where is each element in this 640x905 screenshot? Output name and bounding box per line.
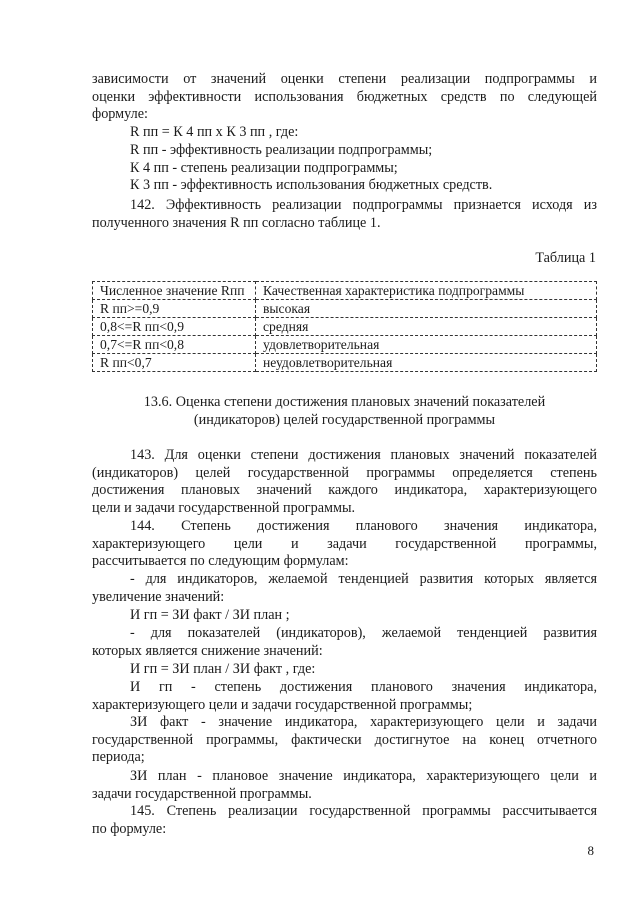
table-row bbox=[93, 318, 597, 336]
intro-line-2: оценки эффективности использования бюджетных средств по следующей bbox=[92, 88, 597, 105]
definitions-list bbox=[130, 142, 635, 195]
p145-line-2: по формуле: bbox=[92, 820, 167, 837]
definition-k3-pp: К 3 пп - эффективность использования бюджетных средств. bbox=[130, 177, 493, 194]
rating-table bbox=[92, 281, 597, 372]
table-cell: R пп>=0,9 bbox=[93, 300, 256, 318]
def-i-line-2: характеризующего цели и задачи государственной программы; bbox=[92, 696, 473, 713]
table-cell: средняя bbox=[256, 318, 597, 336]
p142-line-2: полученного значения R пп согласно таблице 1. bbox=[92, 214, 381, 231]
intro-line-3: формуле: bbox=[92, 106, 148, 123]
table-cell: высокая bbox=[256, 300, 597, 318]
def-zi-fact-line-1: ЗИ факт - значение индикатора, характеризующего цели и задачи bbox=[130, 714, 597, 730]
formula-increase: И гп = ЗИ факт / ЗИ план ; bbox=[130, 607, 290, 623]
table-cell: 0,8<=R пп<0,9 bbox=[93, 318, 256, 336]
definition-zi-plan bbox=[92, 768, 597, 803]
table-cell: 0,7<=R пп<0,8 bbox=[93, 336, 256, 354]
intro-paragraph bbox=[92, 71, 597, 124]
p144-line-1: 144. Степень достижения планового значения индикатора, bbox=[130, 518, 597, 534]
def-i-line-1: И гп - степень достижения планового значения индикатора, bbox=[130, 679, 597, 695]
table-caption: Таблица 1 bbox=[535, 250, 596, 266]
decrease-line-1: - для показателей (индикаторов), желаемой тенденцией развития bbox=[130, 625, 597, 641]
formula-r-pp: R пп = К 4 пп х К 3 пп , где: bbox=[130, 124, 299, 140]
p145-line-1: 145. Степень реализации государственной программы рассчитывается bbox=[130, 803, 597, 819]
definition-r-pp: R пп - эффективность реализации подпрограммы; bbox=[130, 142, 433, 158]
table-row bbox=[93, 300, 597, 318]
p143-line-2: (индикаторов) целей государственной программы определяется степень bbox=[92, 464, 597, 481]
paragraph-144 bbox=[92, 518, 597, 571]
section-heading-line-2: (индикаторов) целей государственной программы bbox=[193, 411, 496, 428]
table-row bbox=[93, 336, 597, 354]
paragraph-143 bbox=[92, 447, 597, 517]
def-zi-plan-line-1: ЗИ план - плановое значение индикатора, характеризующего цели и bbox=[130, 768, 597, 784]
def-zi-plan-line-2: задачи государственной программы. bbox=[92, 785, 312, 802]
formula-decrease: И гп = ЗИ план / ЗИ факт , где: bbox=[130, 661, 316, 677]
table-row bbox=[93, 354, 597, 372]
decrease-line-2: которых является снижение значений: bbox=[92, 642, 323, 659]
page-number: 8 bbox=[587, 843, 594, 858]
paragraph-145 bbox=[92, 803, 597, 838]
def-zi-fact-line-3: периода; bbox=[92, 749, 145, 766]
increase-line-1: - для индикаторов, желаемой тенденцией развития которых является bbox=[130, 571, 597, 587]
paragraph-142 bbox=[92, 197, 597, 232]
increase-case bbox=[92, 571, 597, 606]
p142-line-1: 142. Эффективность реализации подпрограммы признается исходя из bbox=[130, 197, 597, 213]
p144-line-2: характеризующего цели и задачи государственной программы, bbox=[92, 535, 597, 552]
definition-k4-pp: К 4 пп - степень реализации подпрограммы; bbox=[130, 159, 398, 176]
decrease-case bbox=[92, 625, 597, 660]
definition-i-gp bbox=[92, 679, 597, 714]
table-header-cell: Качественная характеристика подпрограммы bbox=[256, 282, 597, 300]
def-zi-fact-line-2: государственной программы, фактически достигнутое на конец отчетного bbox=[92, 731, 597, 748]
table-cell: удовлетворительная bbox=[256, 336, 597, 354]
table-header-row bbox=[93, 282, 597, 300]
section-heading-line-1: 13.6. Оценка степени достижения плановых значений показателей bbox=[143, 394, 546, 410]
table-cell: неудовлетворительная bbox=[256, 354, 597, 372]
p143-line-4: цели и задачи государственной программы. bbox=[92, 499, 356, 516]
definition-zi-fact bbox=[92, 714, 597, 767]
p143-line-3: достижения плановых значений каждого индикатора, характеризующего bbox=[92, 482, 597, 499]
table-header-cell: Численное значение Rпп bbox=[93, 282, 256, 300]
increase-line-2: увеличение значений: bbox=[92, 588, 225, 605]
table-cell: R пп<0,7 bbox=[93, 354, 256, 372]
intro-line-1: зависимости от значений оценки степени реализации подпрограммы и bbox=[92, 71, 597, 87]
p143-line-1: 143. Для оценки степени достижения плановых значений показателей bbox=[130, 447, 597, 463]
section-heading bbox=[92, 394, 597, 429]
p144-line-3: рассчитывается по следующим формулам: bbox=[92, 553, 349, 570]
